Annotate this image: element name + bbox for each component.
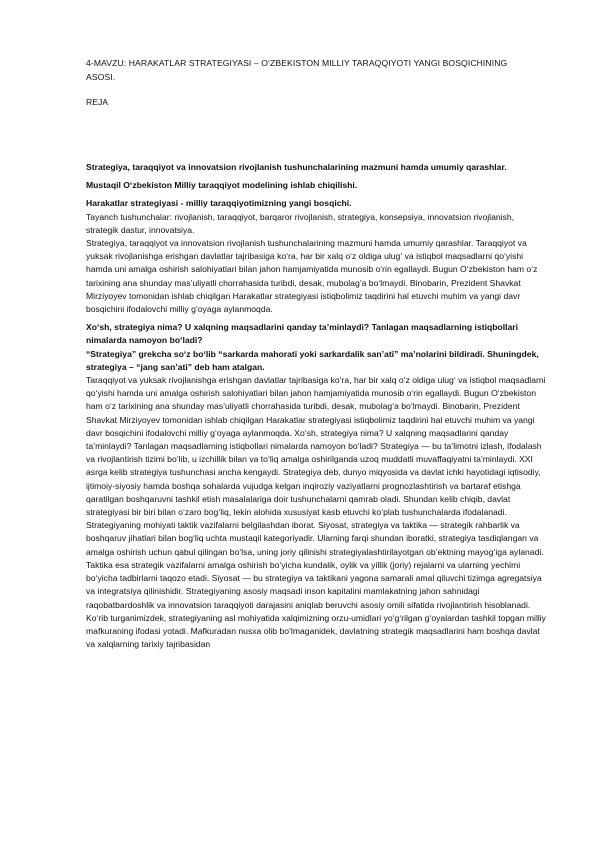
intro-paragraph: Strategiya, taraqqiyot va innovatsion rivojlanish tushunchalarining mazmuni hamda umumiy qarashlar. Taraqqiyot va yuksak rivojlanishga erishgan davlatlar tajribasiga ko‘ra, har bir xalq o‘z oldiga ulug‘ va istiqbol maqsadlarni qo‘yishi hamda uni amalga oshirish salohiyatlari bilan jahon hamjamiyatida munosib o‘rin egallaydi. Bugun O‘zbekiston ham o‘z tarixining ana shunday mas’uliyatli chorrahasida turibdi, desak, mubolag‘a bo‘lmaydi. Binobarin, Prezident Shavkat Mirziyoyev tomonidan ishlab chiqilgan Harakatlar strategiyasi istiqbolimiz taqdirini hal etuvchi muhim va yangi davr bosqichini ifodalovchi milliy g‘oyaga aylanmoqda. [86, 238, 538, 315]
definition-paragraph: “Strategiya” grekcha so‘z bo‘lib “sarkarda mahorati yoki sarkardalik san’ati” ma’nolarini bildiradi. Shuningdek, strategiya – “jang san’ati” deb ham atalgan. [86, 348, 539, 372]
plan-label: REJA [86, 97, 108, 107]
main-paragraph: Taraqqiyot va yuksak rivojlanishga erishgan davlatlar tajribasiga ko‘ra, har bir xalq o‘z oldiga ulug‘ va istiqbol maqsadlarni qo‘yishi hamda uni amalga oshirish salohiyatlari bilan jahon hamjamiyatida munosib o‘rin egallaydi. Bugun O‘zbekiston ham o‘z tarixining ana shunday mas’uliyatli chorrahasida turibdi, desak, mubolag‘a bo‘lmaydi. Binobarin, Prezident Shavkat Mirziyoyev tomonidan ishlab chiqilgan Harakatlar strategiyasi istiqbolimiz taqdirini hal etuvchi muhim va yangi davr bosqichini ifodalovchi milliy g‘oyaga aylanmoqda. Xo‘sh, strategiya nima? U xalqning maqsadlarini qanday ta’minlaydi? Tanlagan maqsadlarning istiqbollari nimalarda namoyon bo‘ladi? Strategiya — bu ta’limotni izlash, ifodalash va rivojlantirish tizimi bo‘lib, u izchillik bilan va to‘liq amalga oshirilganda uzoq muddatli muvaffaqiyatni ta’minlaydi. XXI asrga kelib strategiya tushunchasi ancha kengaydi. Strategiya deb, dunyo miqyosida va davlat ichki hayotidagi iqtisodiy, ijtimoiy-siyosiy hamda boshqa sohalarda vujudga kelgan inqiroziy vaziyatlarni prognozlashtirish va bartaraf etishga qaratilgan boshqaruvni tashkil etish masalalariga doir tushunchalarni qamrab oladi. Shundan kelib chiqib, davlat strategiyasi bir biri bilan o‘zaro bog‘liq, lekin alohida xususiyat kasb etuvchi ko‘plab tushunchalarda ifodalanadi. Strategiyaning mohiyati taktik vazifalarni belgilashdan iborat. Siyosat, strategiya va taktika — strategik rahbarlik va boshqaruv jihatlari bilan bog‘liq uchta mustaqil kategoriyadir. Ularning farqi shundan iboratki, strategiya tasdiqlangan va amalga oshirish uchun qabul qilingan bo‘lsa, uning joriy qilinishi strategiyalashtirilayotgan ob’ektning mayog‘iga aylanadi. Taktika esa strategik vazifalarni amalga oshirish bo‘yicha kundalik, oylik va yillik (joriy) rejalarni va ularning yechimi bo‘yicha tadbirlarni taqozo etadi. Siyosat — bu strategiya va taktikani yagona samarali amal qiluvchi tizimga agregatsiya va integratsiya qilinishidir. Strategiyaning asosiy maqsadi inson kapitalini mamlakatning jahon sahnidagi raqobatbardoshlik va innovatsion taraqqiyoti darajasini aniqlab beruvchi asosiy omili sifatida rivojlantirish hisoblanadi. Ko‘rib turganimizdek, strategiyaning asl mohiyatida xalqimizning orzu-umidlari yo‘g‘rilgan g‘oyalardan tashkil topgan milliy mafkuraning ifodasi yotadi. Mafkuradan nusxa olib bo‘lmaganidek, davlatning strategik maqsadlarini ham boshqa davlat va xalqlarning tarixiy tajribasidan [86, 375, 546, 650]
section-heading-2: Mustaqil O‘zbekiston Milliy taraqqiyot modelining ishlab chiqilishi. [86, 180, 358, 191]
document-title: 4-MAVZU: HARAKATLAR STRATEGIYASI – O‘ZBEKISTON MILLIY TARAQQIYOTI YANGI BOSQICHINING ASOSI. [86, 58, 508, 82]
key-terms-paragraph: Tayanch tushunchalar: rivojlanish, taraqqiyot, barqaror rivojlanish, strategiya, konsepsiya, innovatsion rivojlanish, strategik dastur, innovatsiya. [86, 211, 514, 235]
document-body [86, 161, 548, 651]
section-heading-3: Harakatlar strategiyasi - milliy taraqqiyotimizning yangi bosqichi. [86, 198, 352, 209]
question-paragraph: Xo‘sh, strategiya nima? U xalqning maqsadlarini qanday ta’minlaydi? Tanlagan maqsadlarning istiqbollari nimalarda namoyon bo‘ladi? [86, 322, 519, 346]
section-heading-1: Strategiya, taraqqiyot va innovatsion rivojlanish tushunchalarining mazmuni hamda umumiy qarashlar. [86, 162, 507, 172]
